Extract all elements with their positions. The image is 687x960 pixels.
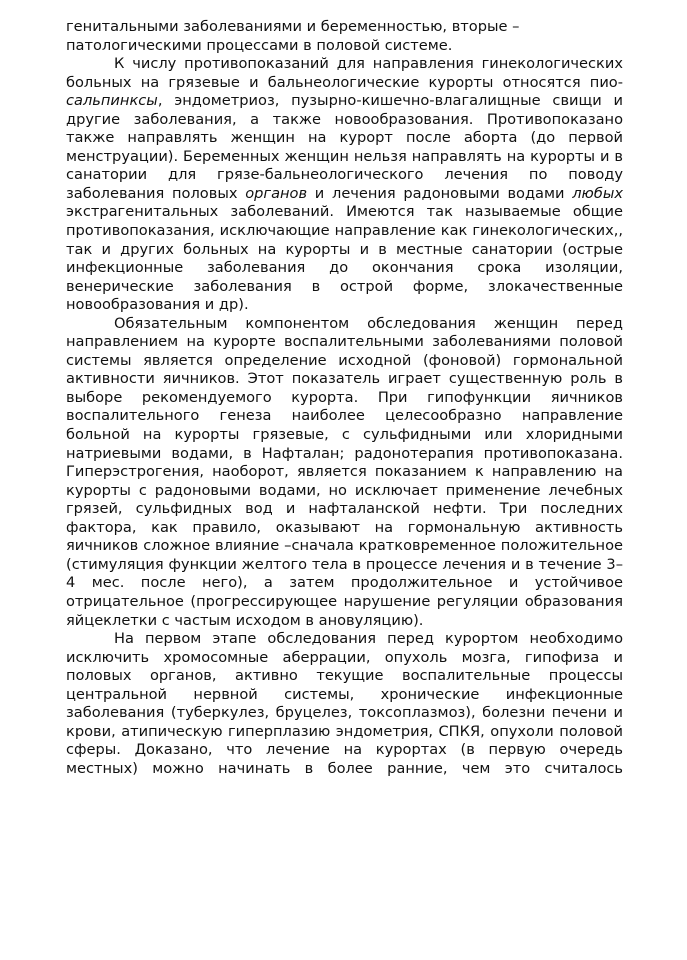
document-page [66,18,623,778]
text-segment: На первом этапе обследования перед курортом необходимо исключить хромосомные аберрации, опухоль мозга, гипофиза и половых органов, активно текущие воспалительные процессы центральной нервной системы, хронические инфекционные заболевания (туберкулез, бруцелез, токсоплазмоз), болезни печени и крови, атипическую гиперплазию эндометрия, СПКЯ, опухоли половой сферы. Доказано, что лечение на курортах (в первую очередь местных) можно начинать в более ранние, чем это считалось [66,630,623,777]
paragraph-first-stage [66,630,623,778]
text-segment: , эндометриоз, пузырно-кишечно-влагалищные свищи и другие заболевания, а также новообразования. Противопоказано также направлять женщин на курорт после аборта (до первой менструации). Беременных женщин нельзя направлять на курорты и в санатории для грязе-бальнеологического лечения по поводу заболевания половых [66,92,623,202]
paragraph-contraindications [66,55,623,315]
text-segment: генитальными заболеваниями и беременностью, вторые – [66,18,520,35]
paragraph-hormonal-activity [66,315,623,630]
text-segment: патологическими процессами в половой системе. [66,36,453,54]
italic-term: любых [572,184,623,202]
italic-term: органов [245,184,308,202]
text-segment: экстрагенитальных заболеваний. Имеются так называемые общие противопоказания, исключающие направление как гинекологических,, так и других больных на курорты и в местные санатории (острые инфекционные заболевания до окончания срока изоляции, венерические заболевания в острой форме, злокачественные новообразования и др). [66,203,623,314]
text-segment: Обязательным компонентом обследования женщин перед направлением на курорте воспалительными заболеваниями половой системы является определение исходной (фоновой) гормональной активности яичников. Этот показатель играет существенную роль в выборе рекомендуемого курорта. При гипофункции яичников воспалительного генеза наиболее целесообразно направление больной на курорты грязевые, с сульфидными или хлоридными натриевыми водами, в Нафталан; радонотерапия противопоказана. Гиперэстрогения, наоборот, является показанием к направлению на курорты с радоновыми водами, но исключает применение лечебных грязей, сульфидных вод и нафталанской нефти. Три последних фактора, как правило, оказывают на гормональную активность яичников сложное влияние –сначала кратковременное положительное (стимуляция функции желтого тела в процессе лечения и в течение 3–4 мес. после него), а затем продолжительное и устойчивое отрицательное (прогрессирующее нарушение регуляции образования яйцеклетки с частым исходом в ановуляцию). [66,314,623,629]
italic-term: сальпинксы [66,92,158,110]
text-segment: и лечения радоновыми водами [307,184,573,202]
text-segment: К числу противопоказаний для направления гинекологических больных на грязевые и бальнеологические курорты относятся пио- [66,55,623,91]
paragraph-continuation [66,18,623,55]
